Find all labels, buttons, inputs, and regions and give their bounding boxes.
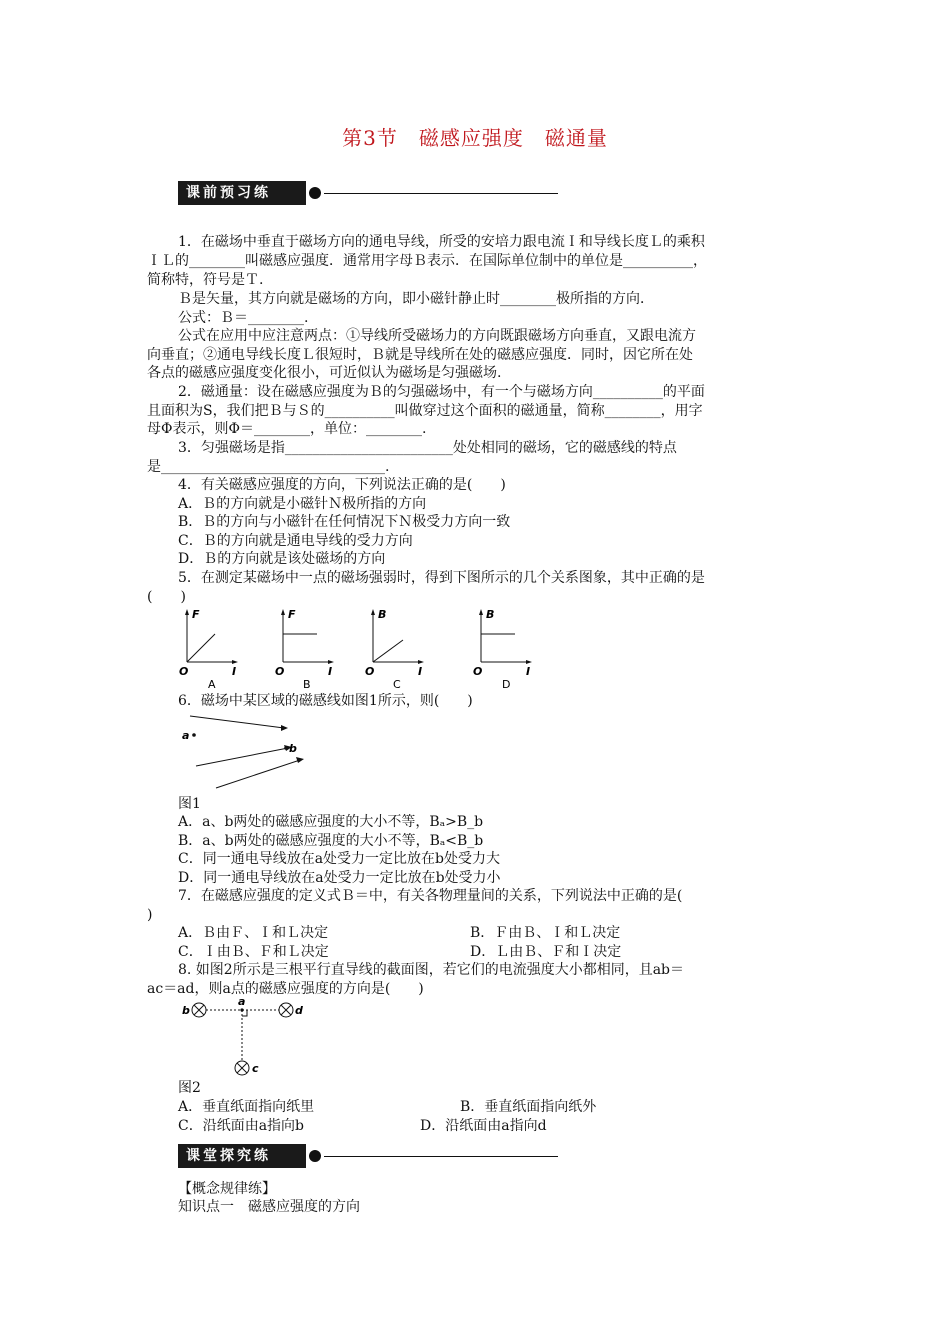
text-line: 1．在磁场中垂直于磁场方向的通电导线，所受的安培力跟电流Ｉ和导线长度Ｌ的乘积	[178, 234, 705, 250]
point-b-dot	[284, 746, 288, 750]
section-header-classroom	[178, 1144, 558, 1170]
axis-label-y: B	[378, 608, 387, 621]
bullet-icon	[309, 187, 321, 199]
point-a-dot	[192, 733, 196, 737]
wire-c-symbol	[235, 1061, 249, 1075]
text-line: ＩＬ的________叫磁感应强度．通常用字母Ｂ表示．在国际单位制中的单位是__________，	[147, 253, 707, 269]
axis-label-x: I	[328, 665, 333, 678]
graph-caption: D	[502, 678, 511, 691]
section-header-preview	[178, 181, 558, 207]
figure-wire-cross-sections	[176, 996, 316, 1078]
figure-field-lines	[176, 708, 316, 794]
page-title: 第3节 磁感应强度 磁通量	[342, 126, 608, 150]
text-line: ( )	[147, 589, 186, 605]
question-stem: 7．在磁感应强度的定义式Ｂ＝中，有关各物理量间的关系，下列说法中正确的是(	[178, 888, 683, 904]
bullet-icon	[309, 1150, 321, 1162]
text-line: 且面积为S，我们把Ｂ与Ｓ的__________叫做穿过这个面积的磁通量，简称________，用字	[147, 403, 703, 419]
graph-c	[365, 608, 424, 691]
option: A．垂直纸面指向纸里	[178, 1099, 315, 1115]
graph-caption: B	[303, 678, 311, 691]
graph-a	[179, 608, 238, 691]
graph-d	[473, 608, 532, 691]
point-a-label: a	[238, 996, 246, 1008]
axis-label-x: I	[418, 665, 423, 678]
text-line: 2．磁通量：设在磁感应强度为Ｂ的匀强磁场中，有一个与磁场方向__________的平面	[178, 384, 705, 400]
text-line: 3．匀强磁场是指________________________处处相同的磁场，它的磁感线的特点	[178, 440, 677, 456]
figure-caption: 图2	[178, 1080, 201, 1096]
axis-label-y: B	[486, 608, 495, 621]
point-b-label: b	[289, 742, 297, 755]
field-line	[196, 748, 288, 766]
text-line: 简称特，符号是Ｔ.	[147, 272, 264, 288]
text-line: 向垂直；②通电导线长度Ｌ很短时，Ｂ就是导线所在处的磁感应强度．同时，因它所在处	[147, 347, 693, 363]
point-a-dot	[240, 1008, 243, 1011]
section-label-classroom: 课堂探究练	[178, 1144, 306, 1168]
text-line: Ｂ是矢量，其方向就是磁场的方向，即小磁针静止时________极所指的方向．	[178, 291, 654, 307]
option: B．Ｆ由Ｂ、Ｉ和Ｌ决定	[470, 925, 621, 941]
text-line: 各点的磁感应强度变化很小，可近似认为磁场是匀强磁场.	[147, 365, 502, 381]
axis-label-x: I	[232, 665, 237, 678]
option: D．沿纸面由a指向d	[420, 1118, 547, 1134]
wire-b-label: b	[182, 1004, 190, 1017]
axis-label-y: F	[288, 608, 296, 621]
graph-line	[187, 634, 215, 662]
figure-relation-graphs	[175, 606, 535, 692]
graph-line	[373, 640, 403, 662]
option: C．Ｂ的方向就是通电导线的受力方向	[178, 533, 413, 549]
text-line: 公式在应用中应注意两点：①导线所受磁场力的方向既跟磁场方向垂直，又跟电流方	[178, 328, 696, 344]
axis-label-x: I	[526, 665, 531, 678]
divider	[324, 193, 558, 194]
text-line: ac＝ad，则a点的磁感应强度的方向是( )	[147, 981, 424, 997]
graph-b	[275, 608, 334, 691]
section-label-preview: 课前预习练	[178, 181, 306, 205]
option: C．Ｉ由Ｂ、Ｆ和Ｌ决定	[178, 944, 329, 960]
field-line	[216, 760, 300, 788]
graph-caption: A	[208, 678, 216, 691]
wire-c-label: c	[252, 1062, 259, 1075]
option: D．Ｌ由Ｂ、Ｆ和Ｉ决定	[470, 944, 622, 960]
text-line: 公式：Ｂ＝________.	[178, 310, 309, 326]
option: C．沿纸面由a指向b	[178, 1118, 305, 1134]
figure-caption: 图1	[178, 796, 201, 812]
question-stem: 8. 如图2所示是三根平行直导线的截面图，若它们的电流强度大小都相同，且ab＝	[178, 962, 685, 978]
wire-d-symbol	[279, 1003, 293, 1017]
question-stem: 4．有关磁感应强度的方向，下列说法正确的是( )	[178, 477, 506, 493]
text-line: )	[147, 907, 153, 923]
option: B．Ｂ的方向与小磁针在任何情况下Ｎ极受力方向一致	[178, 514, 511, 530]
axis-label-y: F	[192, 608, 200, 621]
option: B．a、b两处的磁感应强度的大小不等，Bₐ<B_b	[178, 833, 484, 849]
text-line: 母Φ表示，则Φ＝________，单位：________.	[147, 421, 427, 437]
option: D．同一通电导线放在a处受力一定比放在b处受力小	[178, 870, 501, 886]
graph-caption: C	[393, 678, 401, 691]
origin-label: O	[473, 665, 483, 678]
option: A．a、b两处的磁感应强度的大小不等，Bₐ>B_b	[178, 814, 484, 830]
origin-label: O	[179, 665, 189, 678]
origin-label: O	[275, 665, 285, 678]
knowledge-point: 知识点一 磁感应强度的方向	[178, 1199, 360, 1215]
wire-b-symbol	[192, 1003, 206, 1017]
option: D．Ｂ的方向就是该处磁场的方向	[178, 551, 386, 567]
option: A．Ｂ由Ｆ、Ｉ和Ｌ决定	[178, 925, 329, 941]
wire-d-label: d	[295, 1004, 303, 1017]
subsection-heading: 【概念规律练】	[178, 1181, 276, 1197]
option: A．Ｂ的方向就是小磁针Ｎ极所指的方向	[178, 496, 427, 512]
origin-label: O	[365, 665, 375, 678]
field-line	[190, 716, 284, 728]
point-a-label: a	[182, 729, 190, 742]
divider	[324, 1156, 558, 1157]
text-line: 是________________________________.	[147, 459, 390, 475]
option: C．同一通电导线放在a处受力一定比放在b处受力大	[178, 851, 501, 867]
question-stem: 6．磁场中某区域的磁感线如图1所示，则( )	[178, 693, 473, 709]
option: B．垂直纸面指向纸外	[460, 1099, 597, 1115]
question-stem: 5．在测定某磁场中一点的磁场强弱时，得到下图所示的几个关系图象，其中正确的是	[178, 570, 705, 586]
